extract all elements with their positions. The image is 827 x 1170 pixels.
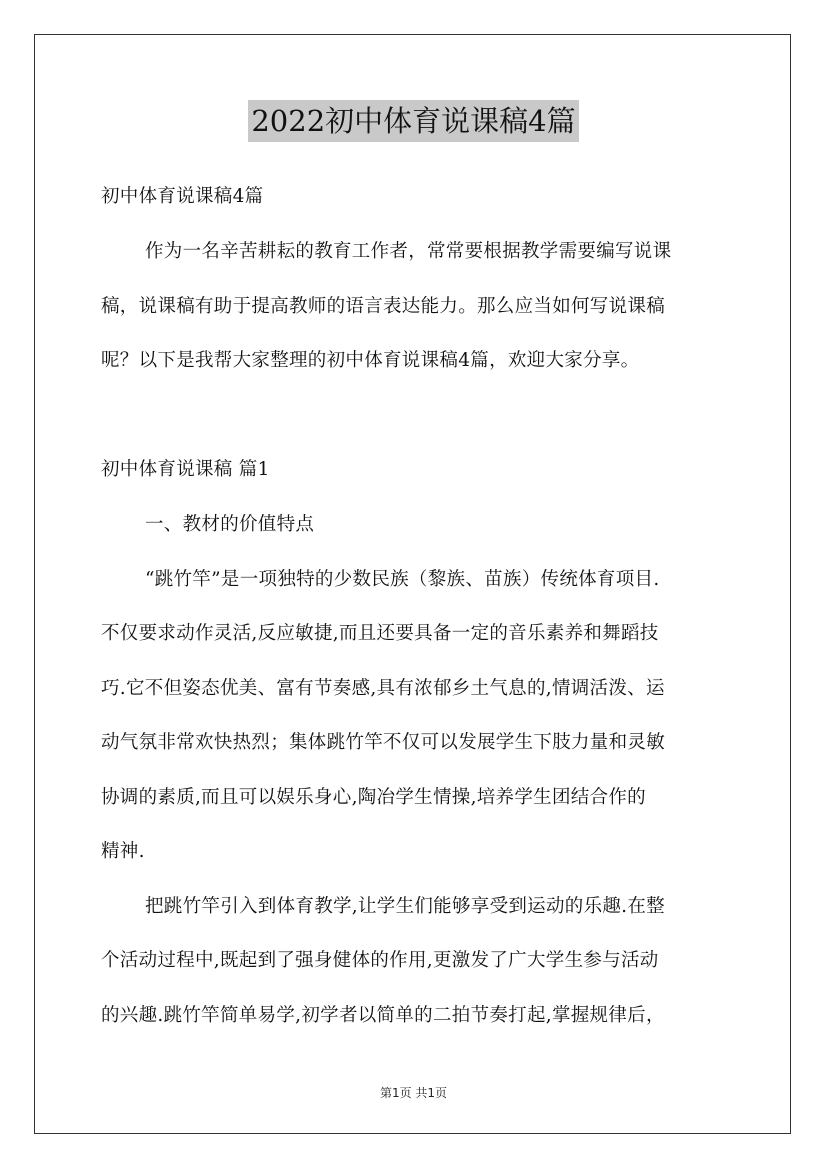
- title-container: [0, 100, 827, 142]
- para1-line-5: 协调的素质,而且可以娱乐身心,陶冶学生情操,培养学生团结合作的: [101, 787, 646, 808]
- section-heading: 初中体育说课稿 篇1: [101, 459, 270, 480]
- document-title: 2022初中体育说课稿4篇: [248, 100, 578, 142]
- para1-line-3: 巧.它不但姿态优美、富有节奏感,具有浓郁乡土气息的,情调活泼、运: [101, 678, 665, 699]
- para2-line-3: 的兴趣.跳竹竿简单易学,初学者以简单的二拍节奏打起,掌握规律后，: [101, 1005, 665, 1026]
- para2-line-1: 把跳竹竿引入到体育教学,让学生们能够享受到运动的乐趣.在整: [145, 896, 665, 917]
- para1-line-4: 动气氛非常欢快热烈；集体跳竹竿不仅可以发展学生下肢力量和灵敏: [101, 732, 666, 753]
- page-footer: 第1页 共1页: [379, 1086, 448, 1100]
- para1-line-6: 精神.: [101, 841, 145, 862]
- intro-line-1: 作为一名辛苦耕耘的教育工作者，常常要根据教学需要编写说课: [145, 241, 672, 262]
- para1-line-2: 不仅要求动作灵活,反应敏捷,而且还要具备一定的音乐素养和舞蹈技: [101, 623, 659, 644]
- para1-line-1: “跳竹竿”是一项独特的少数民族（黎族、苗族）传统体育项目.: [145, 569, 660, 590]
- intro-line-3: 呢？以下是我帮大家整理的初中体育说课稿4篇，欢迎大家分享。: [101, 350, 640, 371]
- document-subtitle: 初中体育说课稿4篇: [101, 186, 264, 207]
- subheading: 一、教材的价值特点: [145, 514, 315, 535]
- para2-line-2: 个活动过程中,既起到了强身健体的作用,更激发了广大学生参与活动: [101, 950, 659, 971]
- intro-line-2: 稿，说课稿有助于提高教师的语言表达能力。那么应当如何写说课稿: [101, 296, 666, 317]
